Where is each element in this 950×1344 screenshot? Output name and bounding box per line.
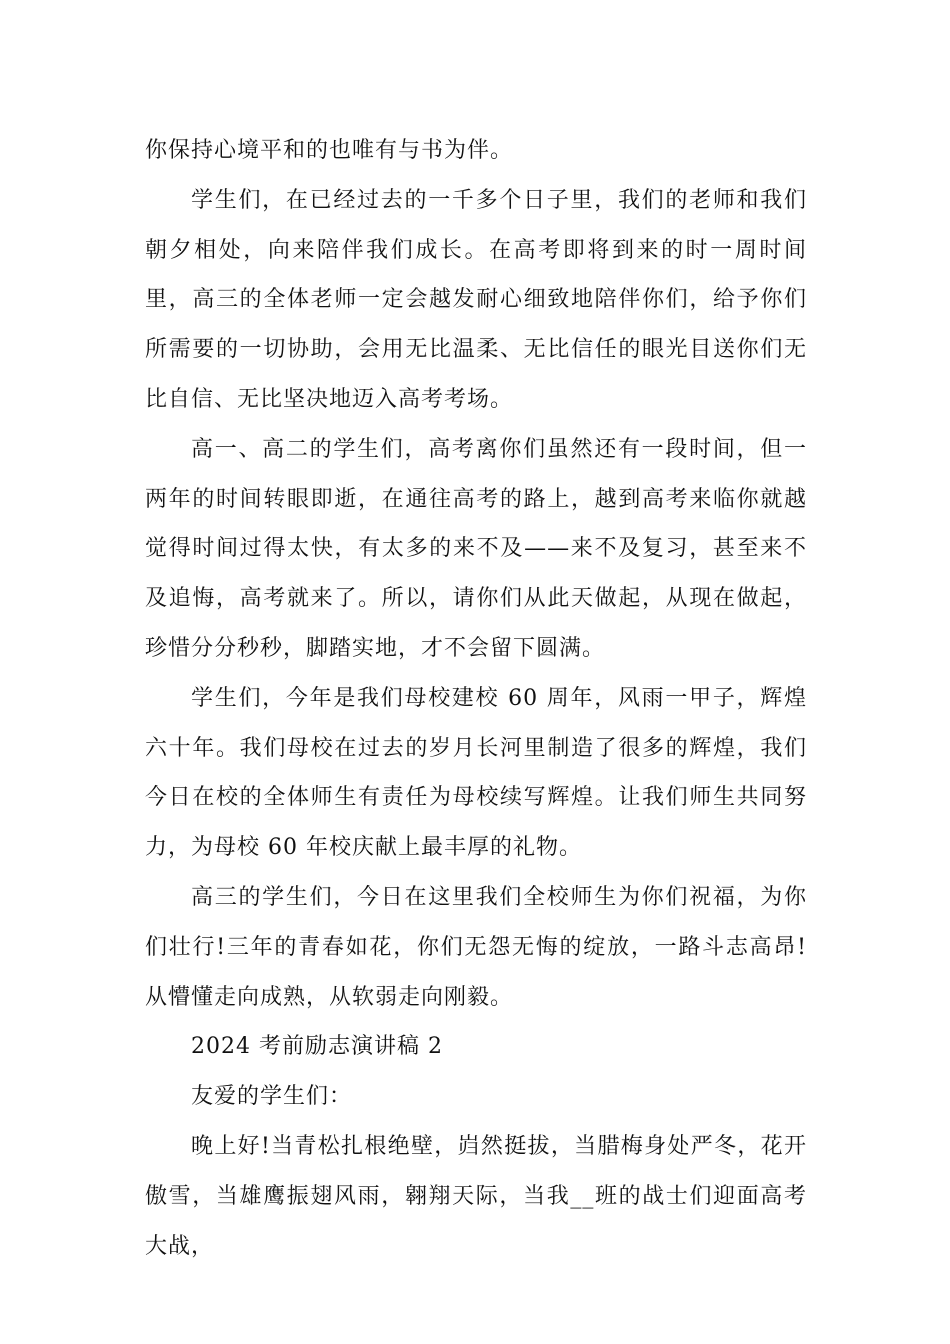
document-body (145, 126, 807, 1271)
paragraph-1: 你保持心境平和的也唯有与书为伴。 (145, 138, 514, 163)
salutation: 友爱的学生们： (191, 1084, 353, 1110)
section-heading: 2024 考前励志演讲稿 2 (191, 1034, 443, 1060)
paragraph-8: 晚上好!当青松扎根绝壁，岿然挺拔，当腊梅身处严冬，花开傲雪，当雄鹰振翅风雨，翱翔天际，当我__班的战士们迎面高考大战， (145, 1133, 807, 1259)
paragraph-2: 学生们，在已经过去的一千多个日子里，我们的老师和我们朝夕相处，向来陪伴我们成长。在高考即将到来的时一周时间里，高三的全体老师一定会越发耐心细致地陪伴你们，给予你们所需要的一切协助，会用无比温柔、无比信任的眼光目送你们无比自信、无比坚决地迈入高考考场。 (145, 187, 807, 412)
paragraph-3: 高一、高二的学生们，高考离你们虽然还有一段时间，但一两年的时间转眼即逝，在通往高考的路上，越到高考来临你就越觉得时间过得太快，有太多的来不及——来不及复习，甚至来不及追悔，高考就来了。所以，请你们从此天做起，从现在做起，珍惜分分秒秒，脚踏实地，才不会留下圆满。 (145, 436, 807, 661)
paragraph-5: 高三的学生们，今日在这里我们全校师生为你们祝福，为你们壮行!三年的青春如花，你们无怨无悔的绽放，一路斗志高昂!从懵懂走向成熟，从软弱走向刚毅。 (145, 884, 807, 1010)
paragraph-4: 学生们，今年是我们母校建校 60 周年，风雨一甲子，辉煌六十年。我们母校在过去的岁月长河里制造了很多的辉煌，我们今日在校的全体师生有责任为母校续写辉煌。让我们师生共同努力，为母校 60 年校庆献上最丰厚的礼物。 (145, 685, 807, 861)
